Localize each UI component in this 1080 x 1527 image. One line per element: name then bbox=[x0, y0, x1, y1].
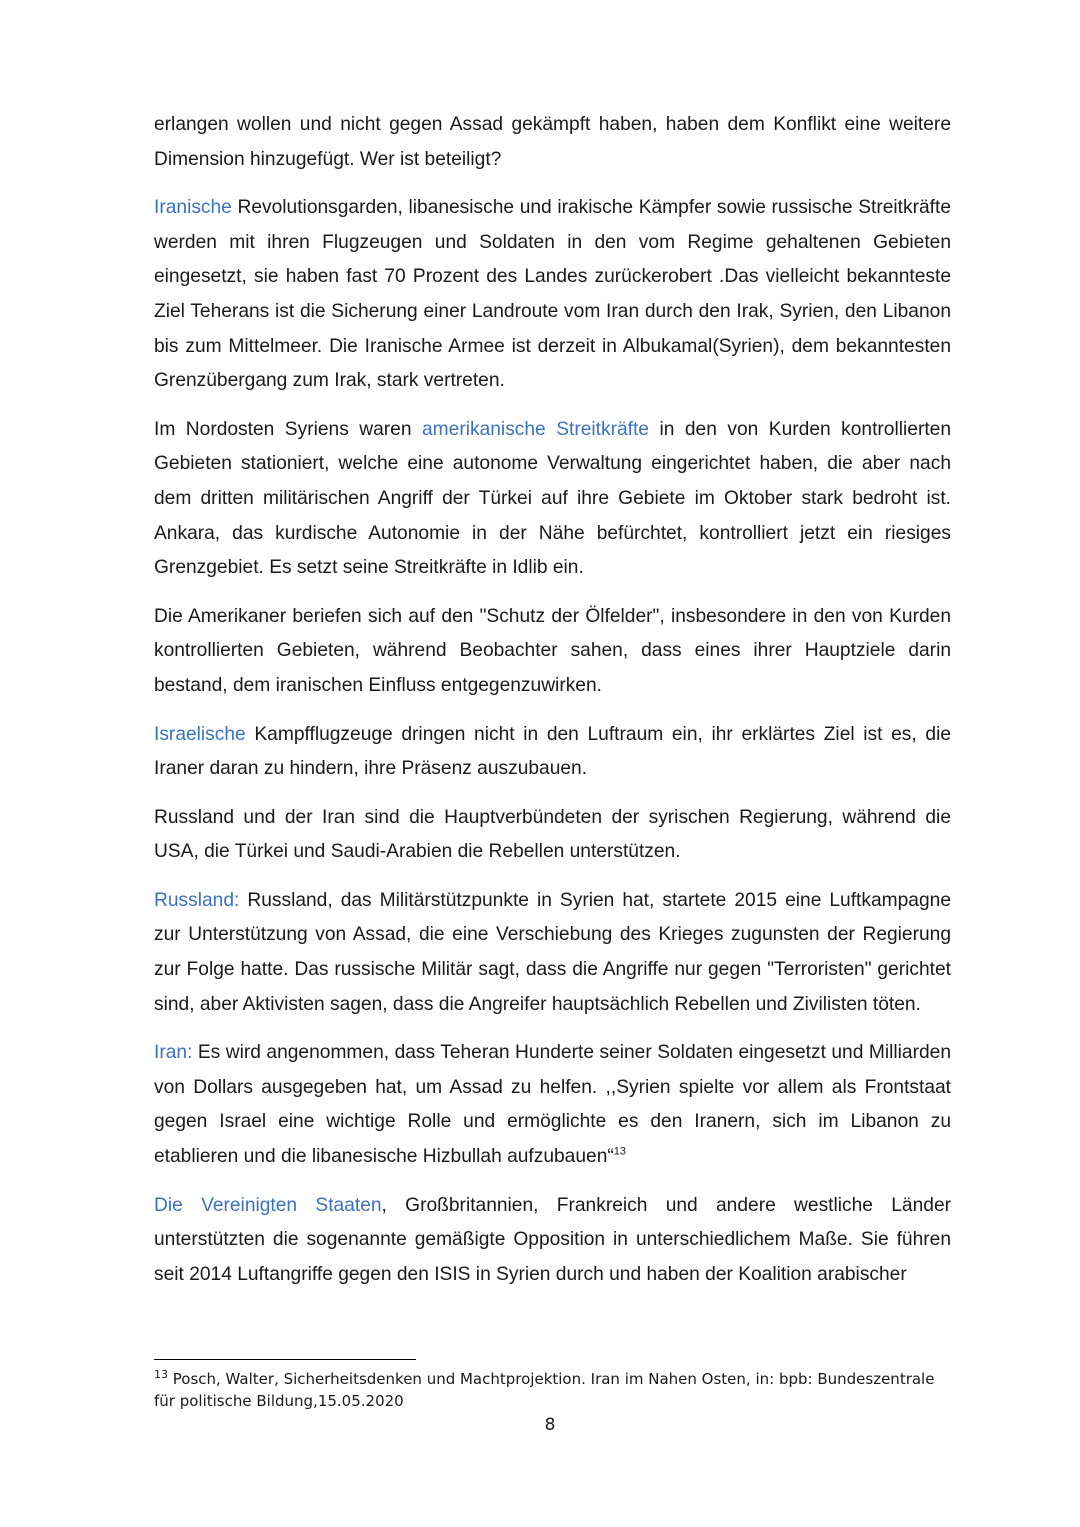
footnote bbox=[154, 1368, 954, 1412]
paragraph-allies bbox=[154, 801, 951, 870]
document-body bbox=[154, 108, 951, 1306]
paragraph-text: erlangen wollen und nicht gegen Assad gekämpft haben, haben dem Konflikt eine weitere Dimension hinzugefügt. Wer ist beteiligt? bbox=[154, 114, 951, 170]
footnote-text: Posch, Walter, Sicherheitsdenken und Machtprojektion. Iran im Nahen Osten, in: bpb: Bundeszentrale für politische Bildung,15.05.2020 bbox=[154, 1370, 935, 1410]
paragraph-text: Im Nordosten Syriens waren bbox=[154, 418, 423, 440]
highlight-israelische: Israelische bbox=[154, 723, 246, 745]
highlight-iran: Iran: bbox=[154, 1042, 193, 1064]
footnote-reference: 13 bbox=[613, 1145, 627, 1158]
paragraph-israeli-jets bbox=[154, 718, 951, 787]
footnote-separator bbox=[154, 1359, 416, 1360]
paragraph-oil-fields bbox=[154, 600, 951, 704]
paragraph-american-forces bbox=[154, 413, 951, 586]
paragraph-united-states bbox=[154, 1189, 951, 1293]
paragraph-text: in den von Kurden kontrollierten Gebieten stationiert, welche eine autonome Verwaltung eingerichtet haben, die aber nach dem dritten militärischen Angriff der Türkei auf ihre Gebiete im Oktober stark bedroht ist. Ankara, das kurdische Autonomie in der Nähe befürchtet, kontrolliert jetzt ein riesiges Grenzgebiet. Es setzt seine Streitkräfte in Idlib ein. bbox=[154, 418, 952, 579]
highlight-amerikanische-streitkraefte: amerikanische Streitkräfte bbox=[422, 418, 649, 440]
paragraph-text: Russland und der Iran sind die Hauptverbündeten der syrischen Regierung, während die USA, die Türkei und Saudi-Arabien die Rebellen unterstützen. bbox=[154, 806, 951, 863]
highlight-russland: Russland: bbox=[154, 889, 240, 911]
paragraph-iranian-forces bbox=[154, 191, 951, 399]
paragraph-text: Es wird angenommen, dass Teheran Hunderte seiner Soldaten eingesetzt und Milliarden von Dollars ausgegeben hat, um Assad zu helfen. ,,Syrien spielte vor allem als Frontstaat gegen Israel eine wichtige Rolle und ermöglichte es den Iranern, sich im Libanon zu etablieren und die libanesische Hizbullah aufzubauen“ bbox=[154, 1042, 951, 1168]
paragraph-assad-context bbox=[154, 108, 951, 177]
paragraph-text: Revolutionsgarden, libanesische und irakische Kämpfer sowie russische Streitkräfte werden mit ihren Flugzeugen und Soldaten in den vom Regime gehaltenen Gebieten eingesetzt, sie haben fast 70 Prozent des Landes zurückerobert .Das vielleicht bekannteste Ziel Teherans ist die Sicherung einer Landroute vom Iran durch den Irak, Syrien, den Libanon bis zum Mittelmeer. Die Iranische Armee ist derzeit in Albukamal(Syrien), dem bekanntesten Grenzübergang zum Irak, stark vertreten. bbox=[154, 197, 951, 392]
highlight-iranische: Iranische bbox=[154, 197, 232, 219]
paragraph-text: Russland, das Militärstützpunkte in Syrien hat, startete 2015 eine Luftkampagne zur Unterstützung von Assad, die eine Verschiebung des Krieges zugunsten der Regierung zur Folge hatte. Das russische Militär sagt, dass die Angriffe nur gegen "Terroristen" gerichtet sind, aber Aktivisten sagen, dass die Angreifer hauptsächlich Rebellen und Zivilisten töten. bbox=[154, 889, 951, 1015]
footnote-number: 13 bbox=[154, 1368, 168, 1381]
paragraph-russia bbox=[154, 884, 951, 1022]
page-number: 8 bbox=[544, 1415, 556, 1435]
highlight-vereinigte-staaten: Die Vereinigten Staaten bbox=[154, 1194, 382, 1216]
paragraph-text: , Großbritannien, Frankreich und andere westliche Länder unterstützten die sogenannte gemäßigte Opposition in unterschiedlichem Maße. Sie führen seit 2014 Luftangriffe gegen den ISIS in Syrien durch und haben der Koalition arabischer bbox=[154, 1194, 952, 1285]
paragraph-iran bbox=[154, 1036, 951, 1174]
paragraph-text: Kampfflugzeuge dringen nicht in den Luftraum ein, ihr erklärtes Ziel ist es, die Iraner daran zu hindern, ihre Präsenz auszubauen. bbox=[154, 723, 951, 780]
paragraph-text: Die Amerikaner beriefen sich auf den "Schutz der Ölfelder", insbesondere in den von Kurden kontrollierten Gebieten, während Beobachter sahen, dass eines ihrer Hauptziele darin bestand, dem iranischen Einfluss entgegenzuwirken. bbox=[154, 605, 951, 696]
